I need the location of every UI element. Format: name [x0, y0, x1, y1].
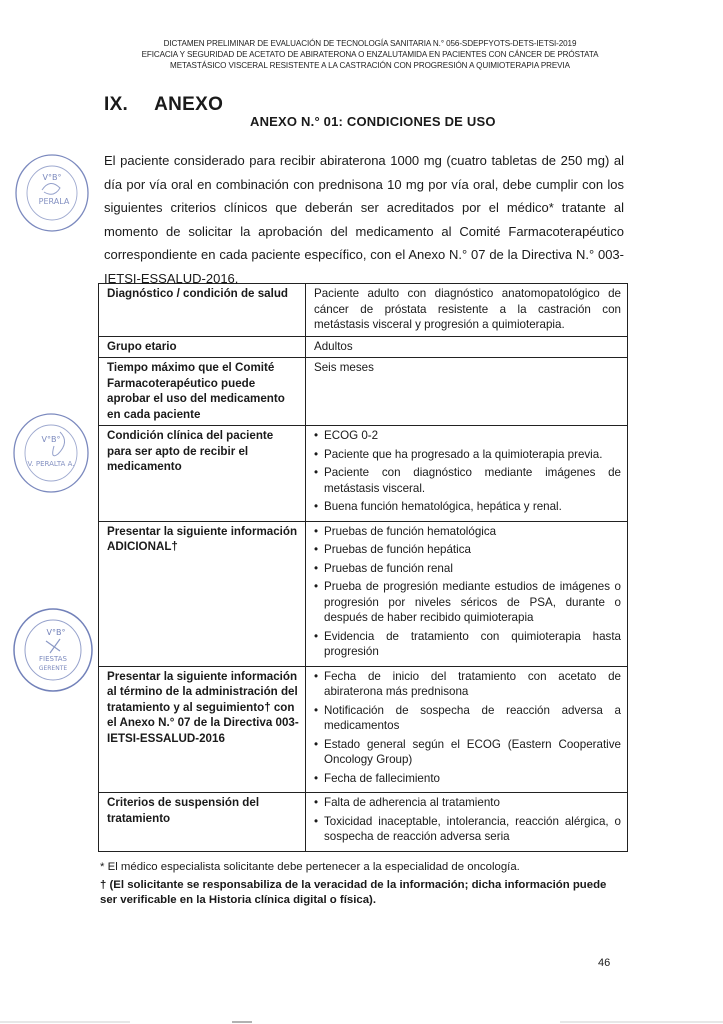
section-title: ANEXO [154, 94, 224, 115]
list-item: • Paciente con diagnóstico mediante imágenes de metástasis visceral. [314, 465, 621, 496]
stamp-seal-icon [12, 150, 92, 236]
list-item: • Pruebas de función hematológica [314, 524, 621, 540]
criterion-value: Seis meses [306, 358, 628, 426]
stamp-seal-icon [10, 410, 92, 496]
header-line-1: DICTAMEN PRELIMINAR DE EVALUACIÓN DE TECNOLOGÍA SANITARIA N.° 056-SDEPFYOTS-DETS-IETSI-2019 [163, 39, 577, 48]
list-item: • Pruebas de función renal [314, 561, 621, 577]
intro-paragraph: El paciente considerado para recibir abiraterona 1000 mg (cuatro tabletas de 250 mg) al día por vía oral en combinación con prednisona 10 mg por vía oral, debe cumplir con los siguientes criterios clínicos que deberán ser acreditados por el médico* tratante al momento de solicitar la aprobación del medicamento al Comité Farmacoterapéutico correspondiente en cada paciente específico, con el Anexo N.° 07 de la Directiva N.° 003-IETSI-ESSALUD-2016. [104, 153, 624, 286]
stamp-seal-icon [10, 605, 96, 695]
table-row [99, 426, 628, 522]
criterion-list [314, 669, 621, 787]
section-number: IX. [104, 94, 129, 115]
criterion-list [314, 428, 621, 515]
criterion-label: Diagnóstico / condición de salud [99, 284, 306, 337]
annex-title: ANEXO N.° 01: CONDICIONES DE USO [250, 114, 496, 129]
criterion-value: Paciente adulto con diagnóstico anatomopatológico de cáncer de próstata resistente a la castración con metástasis visceral y progresión a quimioterapia. [306, 284, 628, 337]
table-row [99, 666, 628, 793]
document-header [90, 38, 650, 71]
list-item: • Estado general según el ECOG (Eastern Cooperative Oncology Group) [314, 737, 621, 768]
list-item: • Evidencia de tratamiento con quimioterapia hasta progresión [314, 629, 621, 660]
table-row [99, 358, 628, 426]
list-item: • Notificación de sospecha de reacción adversa a medicamentos [314, 703, 621, 734]
page-number: 46 [598, 957, 611, 969]
criterion-label: Presentar la siguiente información al término de la administración del tratamiento y al seguimiento† con el Anexo N.° 07 de la Directiva 003-IETSI-ESSALUD-2016 [99, 666, 306, 793]
stamp-3-role: GERENTE [38, 665, 68, 672]
stamp-2-vobo: V°B° [41, 435, 61, 444]
criterion-label: Criterios de suspensión del tratamiento [99, 793, 306, 852]
table-row [99, 284, 628, 337]
approval-stamp-2 [10, 410, 92, 496]
criterion-list [314, 795, 621, 845]
approval-stamp-3 [10, 605, 96, 695]
criterion-value: Adultos [306, 336, 628, 358]
stamp-1-name: PERALA [38, 197, 70, 206]
stamp-3-name: FIESTAS [39, 655, 67, 663]
stamp-1-vobo: V°B° [42, 173, 62, 182]
header-line-2: EFICACIA Y SEGURIDAD DE ACETATO DE ABIRATERONA O ENZALUTAMIDA EN PACIENTES CON CÁNCER DE PRÓSTATA [141, 50, 599, 59]
criterion-label: Tiempo máximo que el Comité Farmacoterapéutico puede aprobar el uso del medicamento en cada paciente [99, 358, 306, 426]
list-item: • Falta de adherencia al tratamiento [314, 795, 621, 811]
approval-stamp-1 [12, 150, 92, 236]
table-row [99, 336, 628, 358]
scan-edge-marks [0, 1016, 723, 1024]
criterion-value [306, 666, 628, 793]
list-item: • ECOG 0-2 [314, 428, 621, 444]
criterion-label: Condición clínica del paciente para ser apto de recibir el medicamento [99, 426, 306, 522]
footnote-responsibility: † (El solicitante se responsabiliza de la veracidad de la información; dicha información puede ser verificable en la Historia clínica digital o física). [100, 879, 607, 906]
list-item: • Prueba de progresión mediante estudios de imágenes o progresión por niveles séricos de PSA, durante o después de haber recibido quimioterapia [314, 579, 621, 626]
stamp-3-vobo: V°B° [46, 628, 66, 637]
criterion-label: Presentar la siguiente información ADICIONAL† [99, 521, 306, 666]
criterion-value [306, 793, 628, 852]
criterion-value [306, 426, 628, 522]
list-item: • Buena función hematológica, hepática y renal. [314, 499, 621, 515]
criterion-list [314, 524, 621, 660]
list-item: • Fecha de fallecimiento [314, 771, 621, 787]
table-row [99, 521, 628, 666]
criterion-value [306, 521, 628, 666]
criterion-label: Grupo etario [99, 336, 306, 358]
list-item: • Pruebas de función hepática [314, 542, 621, 558]
header-line-3: METASTÁSICO VISCERAL RESISTENTE A LA CASTRACIÓN CON PROGRESIÓN A QUIMIOTERAPIA PREVIA [170, 61, 570, 70]
list-item: • Paciente que ha progresado a la quimioterapia previa. [314, 447, 621, 463]
table-row [99, 793, 628, 852]
footnote-specialist: * El médico especialista solicitante debe pertenecer a la especialidad de oncología. [100, 861, 520, 873]
conditions-table [98, 283, 628, 852]
section-heading [104, 94, 223, 116]
list-item: • Toxicidad inaceptable, intolerancia, reacción alérgica, o sospecha de reacción adversa seria [314, 814, 621, 845]
list-item: • Fecha de inicio del tratamiento con acetato de abiraterona más prednisona [314, 669, 621, 700]
stamp-2-name: V. PERALTA A. [27, 460, 75, 468]
